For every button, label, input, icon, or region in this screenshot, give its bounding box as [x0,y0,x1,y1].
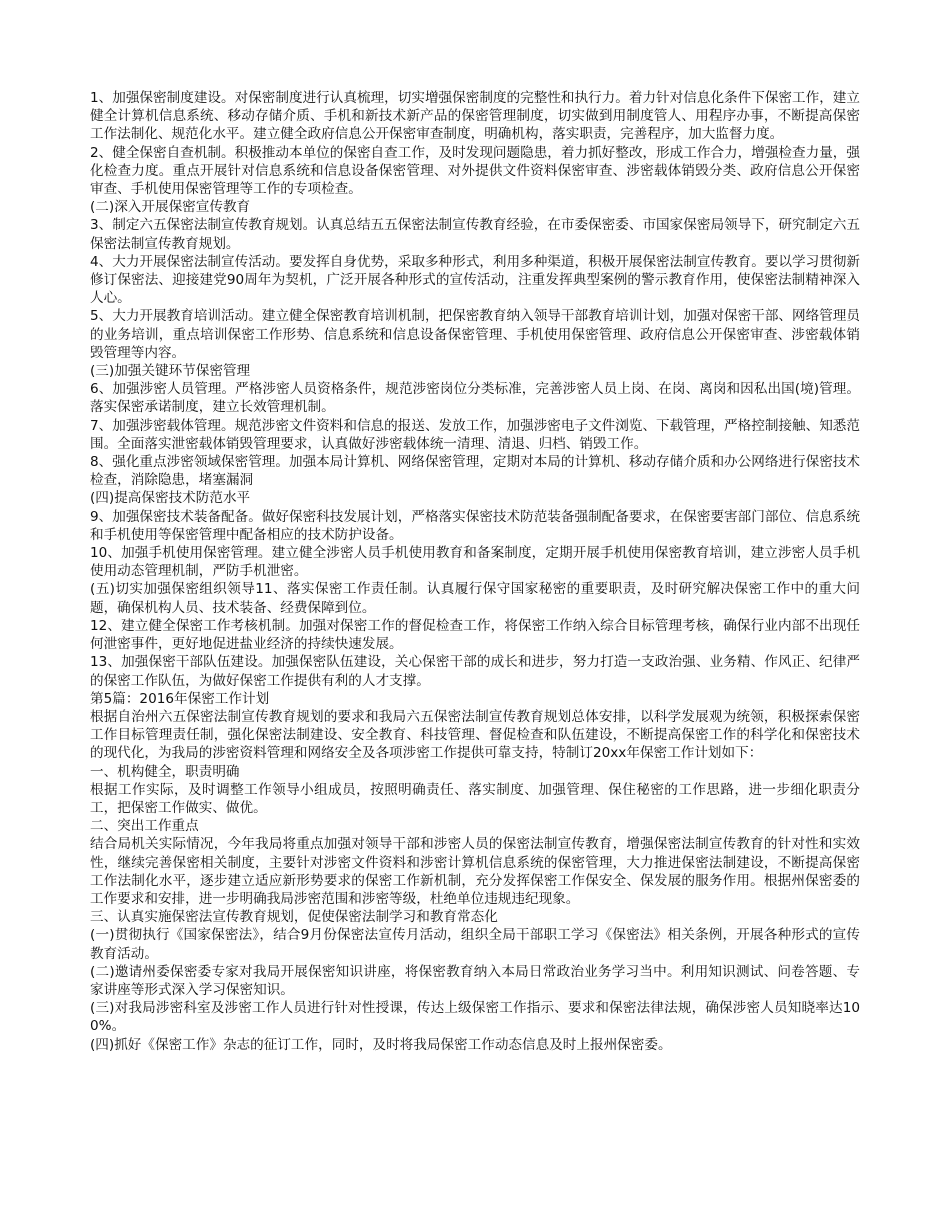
paragraph: 3、制定六五保密法制宣传教育规划。认真总结五五保密法制宣传教育经验，在市委保密委、市国家保密局领导下，研究制定六五保密法制宣传教育规划。 [90,217,860,252]
section-heading: (三)加强关键环节保密管理 [90,363,251,380]
paragraph: 2、健全保密自查机制。积极推动本单位的保密自查工作，及时发现问题隐患，着力抓好整改，形成工作合力，增强检查力量，强化检查力度。重点开展针对信息系统和信息设备保密管理、对外提供文件资料保密审查、涉密载体销毁分类、政府信息公开保密审查、手机使用保密管理等工作的专项检查。 [90,144,860,198]
paragraph: 5、大力开展教育培训活动。建立健全保密教育培训机制，把保密教育纳入领导干部教育培训计划，加强对保密干部、网络管理员的业务培训，重点培训保密工作形势、信息系统和信息设备保密管理、手机使用保密管理、政府信息公开保密审查、涉密载体销毁管理等内容。 [90,308,860,361]
paragraph: 根据工作实际，及时调整工作领导小组成员，按照明确责任、落实制度、加强管理、保住秘密的工作思路，进一步细化职责分工，把保密工作做实、做优。 [90,781,860,816]
paragraph: (二)邀请州委保密委专家对我局开展保密知识讲座，将保密教育纳入本局日常政治业务学习当中。利用知识测试、问卷答题、专家讲座等形式深入学习保密知识。 [90,963,860,998]
paragraph: 9、加强保密技术装备配备。做好保密科技发展计划，严格落实保密技术防范装备强制配备要求，在保密要害部门部位、信息系统和手机使用等保密管理中配备相应的技术防护设备。 [90,508,860,543]
paragraph: 4、大力开展保密法制宣传活动。要发挥自身优势，采取多种形式，利用多种渠道，积极开展保密法制宣传教育。要以学习贯彻新修订保密法、迎接建党90周年为契机，广泛开展各种形式的宣传活动，注重发挥典型案例的警示教育作用，使保密法制精神深入人心。 [90,253,860,307]
paragraph: 13、加强保密干部队伍建设。加强保密队伍建设，关心保密干部的成长和进步，努力打造一支政治强、业务精、作风正、纪律严的保密工作队伍，为做好保密工作提供有利的人才支撑。 [90,654,860,689]
paragraph: 结合局机关实际情况，今年我局将重点加强对领导干部和涉密人员的保密法制宣传教育，增强保密法制宣传教育的针对性和实效性，继续完善保密相关制度，主要针对涉密文件资料和涉密计算机信息系统的保密管理，大力推进保密法制建设，不断提高保密工作法制化水平，逐步建立适应新形势要求的保密工作新机制，充分发挥保密工作保安全、保发展的服务作用。根据州保密委的工作要求和安排，进一步明确我局涉密范围和涉密等级，杜绝单位违规违纪现象。 [90,836,860,907]
section-heading: 一、机构健全，职责明确 [90,763,240,780]
paragraph: (四)抓好《保密工作》杂志的征订工作，同时，及时将我局保密工作动态信息及时上报州保密委。 [90,1036,672,1053]
paragraph: (三)对我局涉密科室及涉密工作人员进行针对性授课，传达上级保密工作指示、要求和保密法律法规，确保涉密人员知晓率达100%。 [90,1000,860,1035]
paragraph: (五)切实加强保密组织领导11、落实保密工作责任制。认真履行保守国家秘密的重要职责，及时研究解决保密工作中的重大问题，确保机构人员、技术装备、经费保障到位。 [90,581,860,616]
paragraph: 10、加强手机使用保密管理。建立健全涉密人员手机使用教育和备案制度，定期开展手机使用保密教育培训，建立涉密人员手机使用动态管理机制，严防手机泄密。 [90,545,860,580]
section-heading: 三、认真实施保密法宣传教育规划，促使保密法制学习和教育常态化 [90,909,498,926]
paragraph: 8、强化重点涉密领域保密管理。加强本局计算机、网络保密管理，定期对本局的计算机、移动存储介质和办公网络进行保密技术检查，消除隐患，堵塞漏洞 [90,454,860,489]
paragraph: 12、建立健全保密工作考核机制。加强对保密工作的督促检查工作，将保密工作纳入综合目标管理考核，确保行业内部不出现任何泄密事件，更好地促进盐业经济的持续快速发展。 [90,617,860,653]
paragraph: 根据自治州六五保密法制宣传教育规划的要求和我局六五保密法制宣传教育规划总体安排，以科学发展观为统领，积极探索保密工作目标管理责任制，强化保密法制建设、安全教育、科技管理、督促检查和队伍建设，不断提高保密工作的科学化和保密技术的现代化，为我局的涉密资料管理和网络安全及各项涉密工作提供可靠支持，特制订20xx年保密工作计划如下： [90,708,860,762]
section-heading: (四)提高保密技术防范水平 [90,490,251,507]
chapter-title: 第5篇：2016年保密工作计划 [90,690,270,707]
paragraph: 7、加强涉密载体管理。规范涉密文件资料和信息的报送、发放工作，加强涉密电子文件浏览、下载管理，严格控制接触、知悉范围。全面落实泄密载体销毁管理要求，认真做好涉密载体统一清理、清退、归档、销毁工作。 [90,417,860,452]
document-body [90,89,860,1054]
paragraph: 1、加强保密制度建设。对保密制度进行认真梳理，切实增强保密制度的完整性和执行力。着力针对信息化条件下保密工作，建立健全计算机信息系统、移动存储介质、手机和新技术新产品的保密管理制度，切实做到用制度管人、用程序办事，不断提高保密工作法制化、规范化水平。建立健全政府信息公开保密审查制度，明确机构，落实职责，完善程序，加大监督力度。 [90,90,860,143]
paragraph: 6、加强涉密人员管理。严格涉密人员资格条件，规范涉密岗位分类标准，完善涉密人员上岗、在岗、离岗和因私出国(境)管理。落实保密承诺制度，建立长效管理机制。 [90,381,860,416]
section-heading: (二)深入开展保密宣传教育 [90,199,251,216]
section-heading: 二、突出工作重点 [90,818,199,835]
paragraph: (一)贯彻执行《国家保密法》，结合9月份保密法宣传月活动，组织全局干部职工学习《保密法》相关条例，开展各种形式的宣传教育活动。 [90,927,860,962]
